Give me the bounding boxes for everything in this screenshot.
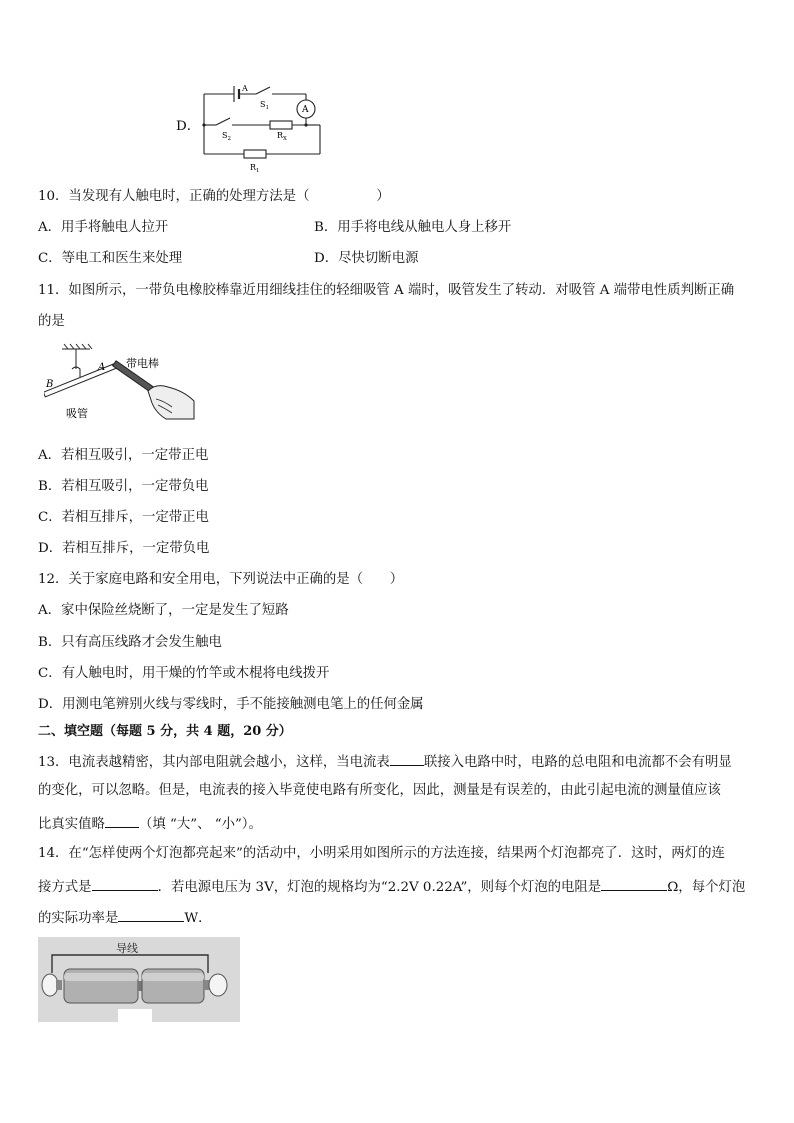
q11-stem-line1: 11．如图所示，一带负电橡胶棒靠近用细线挂住的轻细吸管 A 端时，吸管发生了转动．对吸管 A 端带电性质判断正确 [38, 283, 735, 298]
battery-label-a: A [242, 84, 248, 93]
q14-line2 [38, 876, 745, 897]
q14-line2-mid: ．若电源电压为 3V，灯泡的规格均为“2.2V 0.22A”，则每个灯泡的电阻是 [157, 880, 602, 895]
q13-line3-start: 比真实值略 [38, 817, 105, 832]
q14-line1: 14．在“怎样使两个灯泡都亮起来”的活动中，小明采用如图所示的方法连接，结果两个灯泡都亮了．这时，两灯的连 [38, 846, 725, 861]
q13-line3-end: （填 “大”、 “小”）。 [138, 817, 262, 832]
q10-option-d: D．尽快切断电源 [314, 251, 419, 266]
q12-option-b: B．只有高压线路才会发生触电 [38, 635, 222, 650]
switch-s1-label: $S_1$ [260, 100, 269, 111]
q13-line1-start: 13．电流表越精密，其内部电阻就会越小，这样，当电流表 [38, 755, 390, 770]
straw-end-b-label: B [46, 379, 54, 390]
q13-blank-2[interactable] [105, 813, 139, 828]
q14-line3-end: W． [184, 911, 212, 926]
q11-option-b: B．若相互吸引，一定带负电 [38, 479, 209, 494]
q14-line3-start: 的实际功率是 [38, 911, 119, 926]
q11-stem-line2: 的是 [38, 314, 65, 329]
q12-option-a: A．家中保险丝烧断了，一定是发生了短路 [38, 603, 289, 618]
resistor-r1-label: $R_1$ [250, 163, 260, 174]
q13-line1 [38, 751, 732, 772]
q10-option-c: C．等电工和医生来处理 [38, 251, 183, 266]
q11-option-a: A．若相互吸引，一定带正电 [38, 448, 209, 463]
q14-line3 [38, 907, 212, 928]
switch-s2-label: $S_2$ [222, 131, 231, 142]
q11-option-c: C．若相互排斥，一定带正电 [38, 510, 209, 525]
ammeter-label: A [302, 105, 309, 115]
q14-blank-1[interactable] [92, 876, 158, 891]
q13-line2: 的变化，可以忽略。但是，电流表的接入毕竟使电路有所变化，因此，测量是有误差的，由此引起电流的测量值应该 [38, 783, 721, 798]
circuit-diagram-d [196, 80, 336, 176]
q12-stem: 12．关于家庭电路和安全用电，下列说法中正确的是（ ） [38, 572, 404, 587]
q13-line1-end: 联接入电路中时，电路的总电阻和电流都不会有明显 [423, 755, 732, 770]
q14-line2-start: 接方式是 [38, 880, 92, 895]
wire-label: 导线 [116, 942, 138, 955]
rod-label: 带电棒 [126, 357, 159, 370]
option-d-label: D． [176, 119, 201, 134]
q11-option-d: D．若相互排斥，一定带负电 [38, 541, 210, 556]
q13-blank-1[interactable] [390, 751, 424, 766]
straw-label: 吸管 [66, 407, 88, 420]
q10-option-a: A．用手将触电人拉开 [38, 220, 169, 235]
q10-option-b: B．用手将电线从触电人身上移开 [314, 220, 512, 235]
q12-option-d: D．用测电笔辨别火线与零线时，手不能接触测电笔上的任何金属 [38, 697, 424, 712]
two-bulbs-batteries-photo [38, 937, 240, 1022]
charged-rod-straw-figure [44, 343, 196, 423]
q14-line2-end: Ω，每个灯泡 [667, 880, 746, 895]
q13-line3 [38, 813, 262, 834]
straw-end-a-label: A [98, 362, 106, 373]
q14-blank-2[interactable] [601, 876, 667, 891]
q14-blank-3[interactable] [118, 907, 184, 922]
q12-option-c: C．有人触电时，用干燥的竹竿或木棍将电线拨开 [38, 666, 330, 681]
section-2-heading: 二、填空题（每题 5 分，共 4 题，20 分） [38, 724, 292, 739]
resistor-rx-label: $R_X$ [277, 131, 287, 142]
q10-stem: 10．当发现有人触电时，正确的处理方法是（ ） [38, 189, 390, 204]
